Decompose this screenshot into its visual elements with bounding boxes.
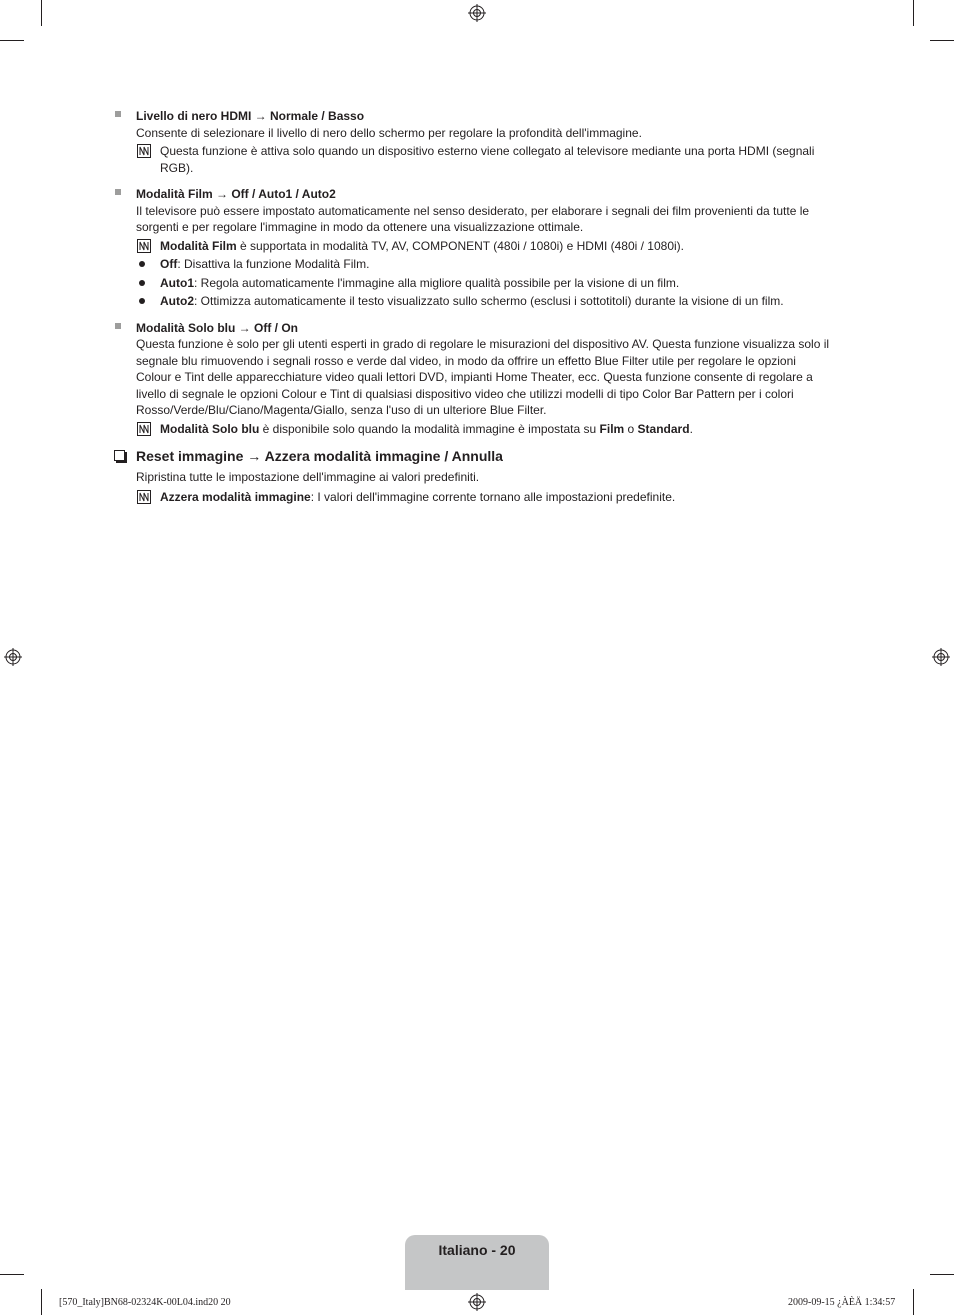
note-icon bbox=[137, 422, 151, 436]
note-icon bbox=[137, 490, 151, 504]
registration-mark-icon bbox=[468, 4, 486, 22]
subsection-reset-picture bbox=[112, 447, 834, 505]
round-bullet-icon bbox=[139, 298, 145, 304]
square-bullet-icon bbox=[115, 189, 121, 195]
crop-mark bbox=[913, 1289, 914, 1315]
note bbox=[136, 421, 834, 438]
crop-mark bbox=[41, 1289, 42, 1315]
crop-mark bbox=[0, 1274, 24, 1275]
note bbox=[136, 143, 834, 176]
note-text: Azzera modalità immagine: I valori dell'immagine corrente tornano alle impostazioni predefinite. bbox=[160, 489, 676, 504]
subsection-body: Ripristina tutte le impostazione dell'immagine ai valori predefiniti. bbox=[136, 470, 480, 484]
page-content bbox=[112, 108, 834, 505]
subsection-title: Reset immagine → Azzera modalità immagine / Annulla bbox=[112, 447, 834, 465]
section-body: Il televisore può essere impostato automaticamente nel senso desiderato, per elaborare i segnali dei film provenienti da tutte le sorgenti e per regolare l'immagine in modo da ottenere una visualizzazione ottimale. bbox=[136, 203, 810, 234]
note-text: Modalità Solo blu è disponibile solo quando la modalità immagine è impostata su Film o Standard. bbox=[160, 421, 693, 436]
crop-mark bbox=[41, 0, 42, 26]
section-body: Questa funzione è solo per gli utenti esperti in grado di regolare le misurazioni del dispositivo AV. Questa funzione visualizza solo il segnale blu rimuovendo i segnali rosso e verde dal video, in modo da offrire un effetto Blue Filter utile per regolare le opzioni Colour e Tint delle apparecchiature video quali lettori DVD, impianti Home Theater, ecc. Questa funzione consente di regolare a livello di segnale le opzioni Colour e Tint di qualsiasi dispositivo video che utilizzi modelli di tipo Color Bar Pattern per i colori Rosso/Verde/Blu/Ciano/Magenta/Giallo, senza l'uso di un ulteriore Blue Filter. bbox=[136, 337, 830, 417]
square-bullet-icon bbox=[115, 323, 121, 329]
crop-mark bbox=[930, 40, 954, 41]
note-icon bbox=[137, 144, 151, 158]
note-icon bbox=[137, 239, 151, 253]
section-title: Modalità Solo blu → Off / On bbox=[136, 320, 298, 335]
crop-mark bbox=[930, 1274, 954, 1275]
footer-timestamp: 2009-09-15 ¿ÀÈÄ 1:34:57 bbox=[788, 1297, 896, 1308]
section-blue-only-mode bbox=[112, 320, 834, 438]
section-hdmi-black-level bbox=[112, 108, 834, 176]
registration-mark-icon bbox=[468, 1293, 486, 1311]
section-title: Livello di nero HDMI → Normale / Basso bbox=[136, 109, 365, 123]
crop-mark bbox=[0, 40, 24, 41]
note bbox=[136, 489, 834, 506]
crop-mark bbox=[913, 0, 914, 26]
list-item: Auto1: Regola automaticamente l'immagine alla migliore qualità possibile per la visione di un film. bbox=[136, 275, 834, 292]
checkbox-icon bbox=[114, 450, 125, 461]
square-bullet-icon bbox=[115, 111, 121, 117]
round-bullet-icon bbox=[139, 261, 145, 267]
note bbox=[136, 238, 834, 255]
section-film-mode bbox=[112, 186, 834, 310]
note-text: Questa funzione è attiva solo quando un dispositivo esterno viene collegato al televisore mediante una porta HDMI (segnali RGB). bbox=[160, 144, 815, 175]
footer-file-info: [570_Italy]BN68-02324K-00L04.ind20 20 bbox=[59, 1297, 231, 1308]
registration-mark-icon bbox=[932, 648, 950, 666]
round-bullet-icon bbox=[139, 280, 145, 286]
page-number-tab: Italiano - 20 bbox=[405, 1235, 549, 1290]
list-item: Off: Disattiva la funzione Modalità Film. bbox=[136, 256, 834, 273]
registration-mark-icon bbox=[4, 648, 22, 666]
list-item: Auto2: Ottimizza automaticamente il testo visualizzato sullo schermo (esclusi i sottotitoli) durante la visione di un film. bbox=[136, 293, 834, 310]
section-title: Modalità Film → Off / Auto1 / Auto2 bbox=[136, 187, 336, 201]
note-text: Modalità Film è supportata in modalità TV, AV, COMPONENT (480i / 1080i) e HDMI (480i / 1080i). bbox=[160, 238, 684, 253]
section-body: Consente di selezionare il livello di nero dello schermo per regolare la profondità dell'immagine. bbox=[136, 125, 642, 140]
